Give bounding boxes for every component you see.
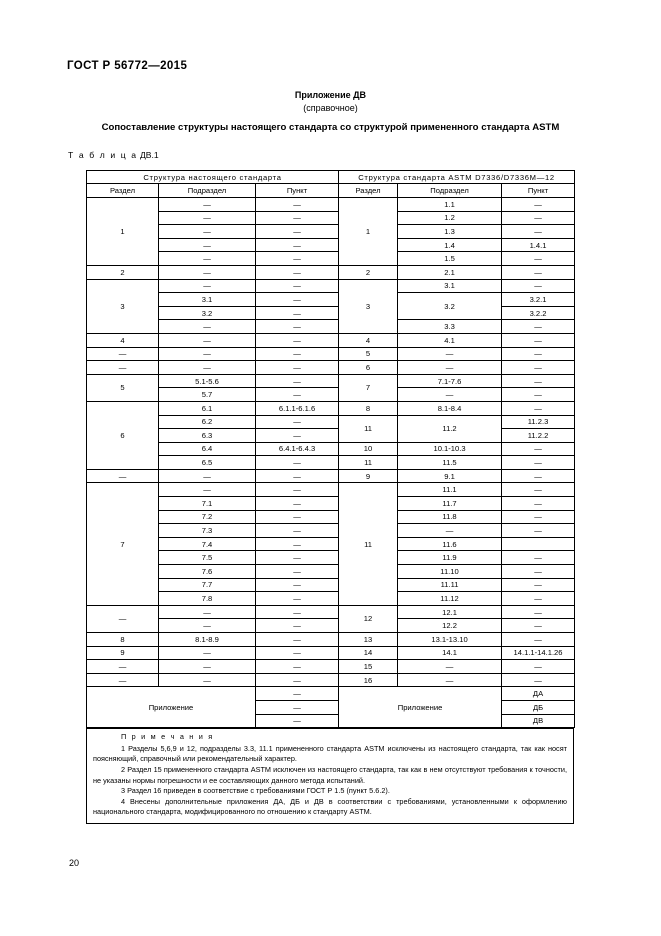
note-item-4: 4 Внесены дополнительные приложения ДА, ДБ и ДВ в соответствии с требованиями, установленными к оформлению национального стандарта, модифицированного по отношению к стандарту ASTM. (93, 796, 567, 817)
cell-right-subsection: 11.9 (398, 551, 502, 565)
cell-right-item: — (502, 456, 575, 470)
cell-left-item: — (256, 619, 339, 633)
note-item-2: 2 Раздел 15 примененного стандарта ASTM исключен из настоящего стандарта, так как в нем отсутствуют требования к точности, не указаны нормы погрешности и ее составляющих данного метода испытаний. (93, 764, 567, 785)
cell-left-item: 6.1.1-6.1.6 (256, 401, 339, 415)
cell-left-subsection: — (159, 619, 256, 633)
cell-right-item: — (502, 673, 575, 687)
table-row (87, 510, 575, 524)
table-appendix-row (87, 687, 575, 701)
cell-left-section: 7 (87, 483, 159, 605)
cell-left-subsection: 5.1-5.6 (159, 374, 256, 388)
cell-right-item: 3.2.2 (502, 306, 575, 320)
cell-left-subsection: 6.5 (159, 456, 256, 470)
cell-right-subsection: 3.1 (398, 279, 502, 293)
cell-left-section: — (87, 673, 159, 687)
cell-right-subsection: 11.11 (398, 578, 502, 592)
cell-right-section: 13 (339, 633, 398, 647)
cell-right-item: 1.4.1 (502, 238, 575, 252)
cell-appendix-right-item: ДА (502, 687, 575, 701)
cell-left-item: — (256, 565, 339, 579)
cell-right-section: 11 (339, 456, 398, 470)
cell-left-item: — (256, 293, 339, 307)
cell-left-item: — (256, 578, 339, 592)
column-header-4: Раздел (339, 184, 398, 198)
cell-right-subsection: 12.1 (398, 605, 502, 619)
table-caption-number: ДВ.1 (139, 150, 159, 160)
comparison-table (86, 170, 575, 728)
cell-appendix-label-right: Приложение (339, 687, 502, 728)
cell-appendix-left-item: — (256, 687, 339, 701)
cell-left-section: 6 (87, 401, 159, 469)
table-row (87, 646, 575, 660)
cell-right-item: — (502, 279, 575, 293)
cell-right-item: — (502, 592, 575, 606)
cell-right-subsection: 13.1-13.10 (398, 633, 502, 647)
cell-left-item: — (256, 265, 339, 279)
cell-left-subsection: 7.7 (159, 578, 256, 592)
table-row (87, 279, 575, 293)
cell-left-item: — (256, 660, 339, 674)
cell-left-subsection: 7.6 (159, 565, 256, 579)
annex-title: Приложение ДВ (294, 90, 367, 100)
cell-left-section: 4 (87, 333, 159, 347)
annex-subtitle: (справочное) (303, 103, 358, 113)
cell-left-subsection: — (159, 483, 256, 497)
cell-right-subsection: 7.1-7.6 (398, 374, 502, 388)
cell-left-subsection: 7.2 (159, 510, 256, 524)
cell-right-subsection: 11.2 (398, 415, 502, 442)
cell-right-item: — (502, 633, 575, 647)
column-header-1: Раздел (87, 184, 159, 198)
cell-left-item: — (256, 429, 339, 443)
table-row (87, 578, 575, 592)
group-header-right: Структура стандарта ASTM D7336/D7336M—12 (339, 171, 575, 184)
table-row (87, 293, 575, 307)
table-row (87, 633, 575, 647)
column-header-5: Подраздел (398, 184, 502, 198)
cell-left-item: — (256, 415, 339, 429)
cell-left-item: — (256, 225, 339, 239)
cell-left-subsection: — (159, 660, 256, 674)
cell-right-subsection: — (398, 361, 502, 375)
cell-left-item: — (256, 252, 339, 266)
table-row (87, 551, 575, 565)
cell-left-subsection: — (159, 198, 256, 212)
cell-left-item: — (256, 633, 339, 647)
cell-left-item: — (256, 238, 339, 252)
table-caption-prefix: Т а б л и ц а (68, 150, 138, 160)
cell-right-section: 16 (339, 673, 398, 687)
cell-right-subsection: 12.2 (398, 619, 502, 633)
cell-right-item: — (502, 619, 575, 633)
cell-right-item: — (502, 510, 575, 524)
cell-left-subsection: — (159, 469, 256, 483)
cell-left-subsection: 6.4 (159, 442, 256, 456)
table-row (87, 238, 575, 252)
table-row (87, 374, 575, 388)
cell-right-item: — (502, 551, 575, 565)
cell-right-item: — (502, 605, 575, 619)
cell-right-subsection: 11.7 (398, 497, 502, 511)
cell-right-section: 8 (339, 401, 398, 415)
cell-left-item: — (256, 388, 339, 402)
cell-right-subsection: 11.8 (398, 510, 502, 524)
cell-left-subsection: — (159, 361, 256, 375)
cell-right-section: 10 (339, 442, 398, 456)
cell-left-item: — (256, 333, 339, 347)
cell-right-item: — (502, 265, 575, 279)
table-row (87, 265, 575, 279)
cell-left-subsection: — (159, 252, 256, 266)
cell-left-item: — (256, 646, 339, 660)
column-header-6: Пункт (502, 184, 575, 198)
cell-right-section: 2 (339, 265, 398, 279)
cell-right-subsection: 9.1 (398, 469, 502, 483)
cell-right-item: — (502, 660, 575, 674)
table-row (87, 306, 575, 320)
table-row (87, 401, 575, 415)
cell-left-section: — (87, 605, 159, 632)
cell-appendix-left-item: — (256, 700, 339, 714)
cell-right-subsection: 1.3 (398, 225, 502, 239)
table-row (87, 225, 575, 239)
cell-right-item: — (502, 347, 575, 361)
cell-right-item: — (502, 442, 575, 456)
cell-right-item: 3.2.1 (502, 293, 575, 307)
cell-left-subsection: 3.2 (159, 306, 256, 320)
cell-right-section: 5 (339, 347, 398, 361)
cell-right-subsection: 1.4 (398, 238, 502, 252)
cell-left-subsection: — (159, 211, 256, 225)
table-row (87, 388, 575, 402)
cell-left-item: 6.4.1-6.4.3 (256, 442, 339, 456)
cell-right-subsection: 11.5 (398, 456, 502, 470)
cell-left-section: 8 (87, 633, 159, 647)
cell-right-section: 11 (339, 415, 398, 442)
cell-left-subsection: — (159, 238, 256, 252)
cell-left-item: — (256, 483, 339, 497)
table-row (87, 252, 575, 266)
cell-left-subsection: — (159, 605, 256, 619)
cell-right-subsection: 2.1 (398, 265, 502, 279)
notes-title: П р и м е ч а н и я (121, 732, 214, 742)
cell-left-subsection: — (159, 347, 256, 361)
cell-left-subsection: 3.1 (159, 293, 256, 307)
table-row (87, 211, 575, 225)
table-group-header-row (87, 171, 575, 184)
cell-left-item: — (256, 469, 339, 483)
table-row (87, 592, 575, 606)
cell-appendix-right-item: ДБ (502, 700, 575, 714)
table-row (87, 442, 575, 456)
cell-right-subsection: 14.1 (398, 646, 502, 660)
cell-right-item (502, 537, 575, 551)
cell-right-item: — (502, 565, 575, 579)
cell-left-item: — (256, 456, 339, 470)
cell-left-subsection: 7.1 (159, 497, 256, 511)
cell-left-item: — (256, 592, 339, 606)
note-item-3: 3 Раздел 16 приведен в соответствие с требованиями ГОСТ Р 1.5 (пункт 5.6.2). (121, 786, 390, 796)
cell-left-subsection: 7.5 (159, 551, 256, 565)
cell-left-item: — (256, 673, 339, 687)
table-caption (68, 150, 159, 160)
table-row (87, 320, 575, 334)
cell-left-item: — (256, 497, 339, 511)
cell-right-section: 14 (339, 646, 398, 660)
cell-right-item: — (502, 401, 575, 415)
cell-right-subsection: 1.2 (398, 211, 502, 225)
cell-right-subsection: 4.1 (398, 333, 502, 347)
cell-appendix-right-item: ДВ (502, 714, 575, 728)
cell-left-item: — (256, 306, 339, 320)
table-row (87, 361, 575, 375)
cell-right-item: — (502, 198, 575, 212)
cell-left-item: — (256, 198, 339, 212)
cell-left-subsection: 5.7 (159, 388, 256, 402)
table-row (87, 605, 575, 619)
table-row (87, 198, 575, 212)
table-row (87, 673, 575, 687)
table-row (87, 333, 575, 347)
cell-right-item: — (502, 524, 575, 538)
table-row (87, 565, 575, 579)
cell-left-subsection: — (159, 320, 256, 334)
cell-right-subsection: 11.10 (398, 565, 502, 579)
cell-left-section: 3 (87, 279, 159, 333)
cell-right-item: — (502, 252, 575, 266)
cell-left-subsection: 7.3 (159, 524, 256, 538)
cell-left-item: — (256, 510, 339, 524)
standard-header: ГОСТ Р 56772—2015 (67, 60, 188, 72)
cell-left-subsection: 6.1 (159, 401, 256, 415)
cell-right-subsection: — (398, 388, 502, 402)
cell-left-item: — (256, 374, 339, 388)
note-item-1: 1 Разделы 5,6,9 и 12, подразделы 3.3, 11.1 примененного стандарта ASTM исключены из настоящего стандарта, так как носят поясняющий, справочный или рекомендательный характер. (93, 743, 567, 764)
cell-right-section: 11 (339, 483, 398, 605)
cell-right-item: — (502, 320, 575, 334)
cell-left-subsection: — (159, 673, 256, 687)
column-header-3: Пункт (256, 184, 339, 198)
cell-left-item: — (256, 524, 339, 538)
cell-left-item: — (256, 347, 339, 361)
cell-left-item: — (256, 279, 339, 293)
cell-right-subsection: 1.1 (398, 198, 502, 212)
cell-right-section: 3 (339, 279, 398, 333)
cell-left-subsection: 6.3 (159, 429, 256, 443)
table-row (87, 497, 575, 511)
table-row (87, 469, 575, 483)
cell-right-subsection: 11.12 (398, 592, 502, 606)
table-column-header-row (87, 184, 575, 198)
cell-left-section: 5 (87, 374, 159, 401)
cell-right-item: 11.2.3 (502, 415, 575, 429)
table-row (87, 347, 575, 361)
cell-right-section: 1 (339, 198, 398, 266)
cell-right-item: — (502, 211, 575, 225)
cell-right-section: 15 (339, 660, 398, 674)
cell-appendix-left-item: — (256, 714, 339, 728)
cell-left-item: — (256, 537, 339, 551)
cell-left-section: — (87, 660, 159, 674)
cell-right-item: — (502, 497, 575, 511)
cell-left-subsection: — (159, 646, 256, 660)
table-row (87, 524, 575, 538)
table-row (87, 537, 575, 551)
cell-right-item: — (502, 333, 575, 347)
table-row (87, 619, 575, 633)
cell-right-item: — (502, 225, 575, 239)
column-header-2: Подраздел (159, 184, 256, 198)
cell-right-section: 6 (339, 361, 398, 375)
cell-right-subsection: 11.6 (398, 537, 502, 551)
cell-right-item: — (502, 361, 575, 375)
cell-right-subsection: 10.1-10.3 (398, 442, 502, 456)
cell-right-subsection: 3.2 (398, 293, 502, 320)
cell-left-subsection: — (159, 333, 256, 347)
cell-left-subsection: — (159, 225, 256, 239)
cell-left-subsection: — (159, 279, 256, 293)
cell-left-item: — (256, 320, 339, 334)
cell-right-subsection: 8.1-8.4 (398, 401, 502, 415)
notes-block (86, 728, 574, 824)
cell-right-subsection: 11.1 (398, 483, 502, 497)
cell-right-subsection: 1.5 (398, 252, 502, 266)
group-header-left: Структура настоящего стандарта (87, 171, 339, 184)
cell-right-item: 14.1.1-14.1.26 (502, 646, 575, 660)
cell-right-item: 11.2.2 (502, 429, 575, 443)
cell-left-section: — (87, 347, 159, 361)
cell-right-item: — (502, 388, 575, 402)
cell-right-subsection: — (398, 524, 502, 538)
cell-right-section: 9 (339, 469, 398, 483)
cell-left-subsection: 7.8 (159, 592, 256, 606)
cell-right-subsection: 3.3 (398, 320, 502, 334)
page-number: 20 (69, 858, 80, 868)
cell-left-section: 2 (87, 265, 159, 279)
table-row (87, 415, 575, 429)
table-row (87, 429, 575, 443)
cell-left-subsection: 8.1-8.9 (159, 633, 256, 647)
cell-appendix-label-left: Приложение (87, 687, 256, 728)
cell-right-item: — (502, 374, 575, 388)
cell-right-subsection: — (398, 347, 502, 361)
cell-right-item: — (502, 469, 575, 483)
cell-left-item: — (256, 605, 339, 619)
cell-left-item: — (256, 211, 339, 225)
cell-left-section: — (87, 361, 159, 375)
table-row (87, 483, 575, 497)
cell-left-subsection: 7.4 (159, 537, 256, 551)
cell-left-item: — (256, 361, 339, 375)
cell-right-subsection: — (398, 660, 502, 674)
table-row (87, 660, 575, 674)
cell-right-item: — (502, 483, 575, 497)
cell-right-section: 4 (339, 333, 398, 347)
cell-right-section: 12 (339, 605, 398, 632)
cell-left-subsection: 6.2 (159, 415, 256, 429)
cell-left-subsection: — (159, 265, 256, 279)
cell-left-section: — (87, 469, 159, 483)
cell-right-subsection: — (398, 673, 502, 687)
page-title: Сопоставление структуры настоящего стандарта со структурой примененного стандарта ASTM (101, 122, 560, 133)
cell-right-item: — (502, 578, 575, 592)
cell-right-section: 7 (339, 374, 398, 401)
cell-left-section: 9 (87, 646, 159, 660)
cell-left-item: — (256, 551, 339, 565)
table-row (87, 456, 575, 470)
cell-left-section: 1 (87, 198, 159, 266)
comparison-table-wrapper (86, 170, 574, 824)
